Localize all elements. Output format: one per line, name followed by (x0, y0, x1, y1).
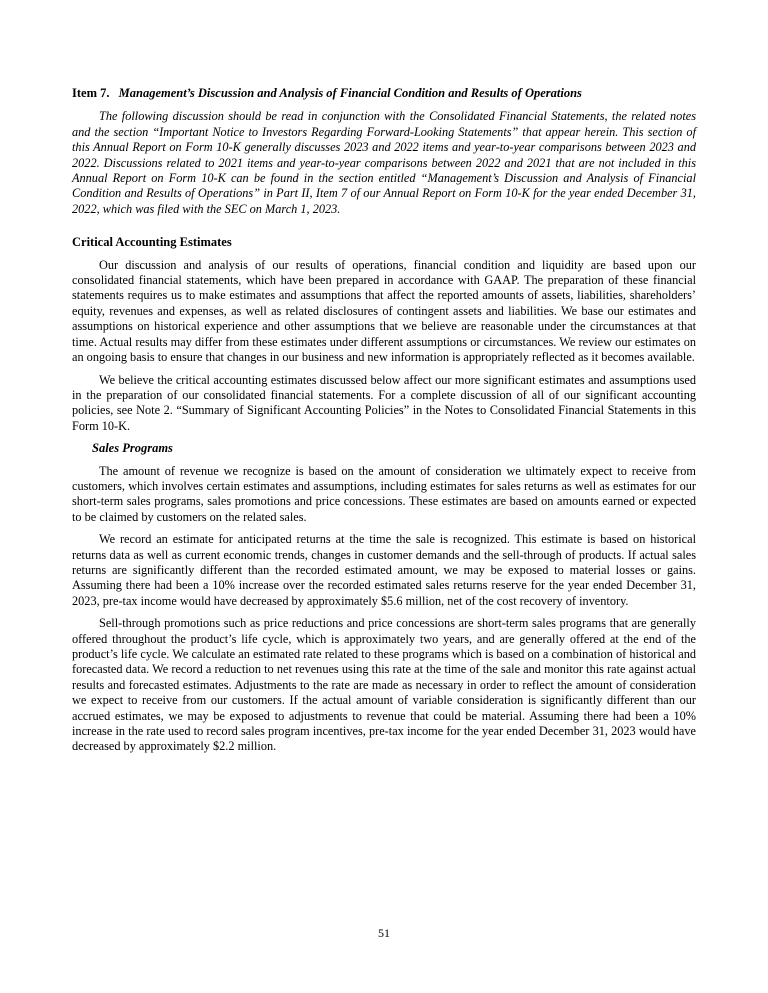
sales-programs-heading: Sales Programs (92, 441, 173, 456)
item7-title: Management’s Discussion and Analysis of Financial Condition and Results of Operations (118, 86, 582, 100)
item7-heading (72, 86, 696, 101)
critical-accounting-paragraph-1: Our discussion and analysis of our results of operations, financial condition and liquidity are based upon our consolidated financial statements, which have been prepared in accordance with GAAP. The preparation of these financial statements requires us to make estimates and assumptions that affect the reported amounts of assets, liabilities, shareholders’ equity, revenues and expenses, as well as related disclosures of contingent assets and liabilities. We base our estimates and assumptions on historical experience and other assumptions that we believe are reasonable under the circumstances at that time. Actual results may differ from these estimates under different assumptions or circumstances. We review our estimates on an ongoing basis to ensure that changes in our business and new information is appropriately reflected as it becomes available. (72, 257, 696, 365)
section-spacer (72, 228, 696, 235)
page-number: 51 (378, 926, 390, 940)
sales-programs-paragraph-1: The amount of revenue we recognize is based on the amount of consideration we ultimately expect to receive from customers, which involves certain estimates and assumptions, including estimates for sales returns as well as estimates for our short-term sales programs, sales promotions and price concessions. These estimates are based on amounts earned or expected to be claimed by customers on the related sales. (72, 463, 696, 524)
sales-programs-paragraph-2: We record an estimate for anticipated returns at the time the sale is recognized. This estimate is based on historical returns data as well as current economic trends, changes in customer demands and the sell-through of products. If actual sales returns are significantly different than the recorded estimated amount, we may be exposed to material losses or gains. Assuming there had been a 10% increase over the recorded estimated sales returns reserve for the year ended December 31, 2023, pre-tax income would have decreased by approximately $5.6 million, net of the cost recovery of inventory. (72, 532, 696, 608)
critical-accounting-paragraph-2: We believe the critical accounting estimates discussed below affect our more significant estimates and assumptions used in the preparation of our consolidated financial statements. For a complete discussion of all of our significant accounting policies, see Note 2. “Summary of Significant Accounting Policies” in the Notes to Consolidated Financial Statements in this Form 10-K. (72, 372, 696, 433)
critical-accounting-estimates-heading: Critical Accounting Estimates (72, 235, 232, 250)
sales-programs-paragraph-3: Sell-through promotions such as price reductions and price concessions are short-term sales programs that are generally offered throughout the product’s life cycle, which is approximately two years, and are generally offered at the end of the product’s life cycle. We calculate an estimated rate related to these programs which is based on a combination of historical and forecasted data. We record a reduction to net revenues using this rate at the time of the sale and monitor this rate against actual results and forecasted estimates. Adjustments to the rate are made as necessary in order to reflect the amount of consideration we expect to receive from our customers. If the actual amount of variable consideration is significantly different than our accrued estimates, we may be exposed to adjustments to revenue that could be material. Assuming there had been a 10% increase in the rate used to record sales program incentives, pre-tax income for the year ended December 31, 2023 would have decreased by approximately $2.2 million. (72, 616, 696, 754)
item7-label: Item 7. (72, 86, 110, 100)
forward-looking-intro-paragraph: The following discussion should be read in conjunction with the Consolidated Financial Statements, the related notes and the section “Important Notice to Investors Regarding Forward-Looking Statements” that appear herein. This section of this Annual Report on Form 10-K generally discusses 2023 and 2022 items and year-to-year comparisons between 2023 and 2022. Discussions related to 2021 items and year-to-year comparisons between 2022 and 2021 that are not included in this Annual Report on Form 10-K can be found in the section entitled “Management’s Discussion and Analysis of Financial Condition and Results of Operations” in Part II, Item 7 of our Annual Report on Form 10-K for the year ended December 31, 2022, which was filed with the SEC on March 1, 2023. (72, 109, 696, 216)
page-content (72, 86, 696, 762)
